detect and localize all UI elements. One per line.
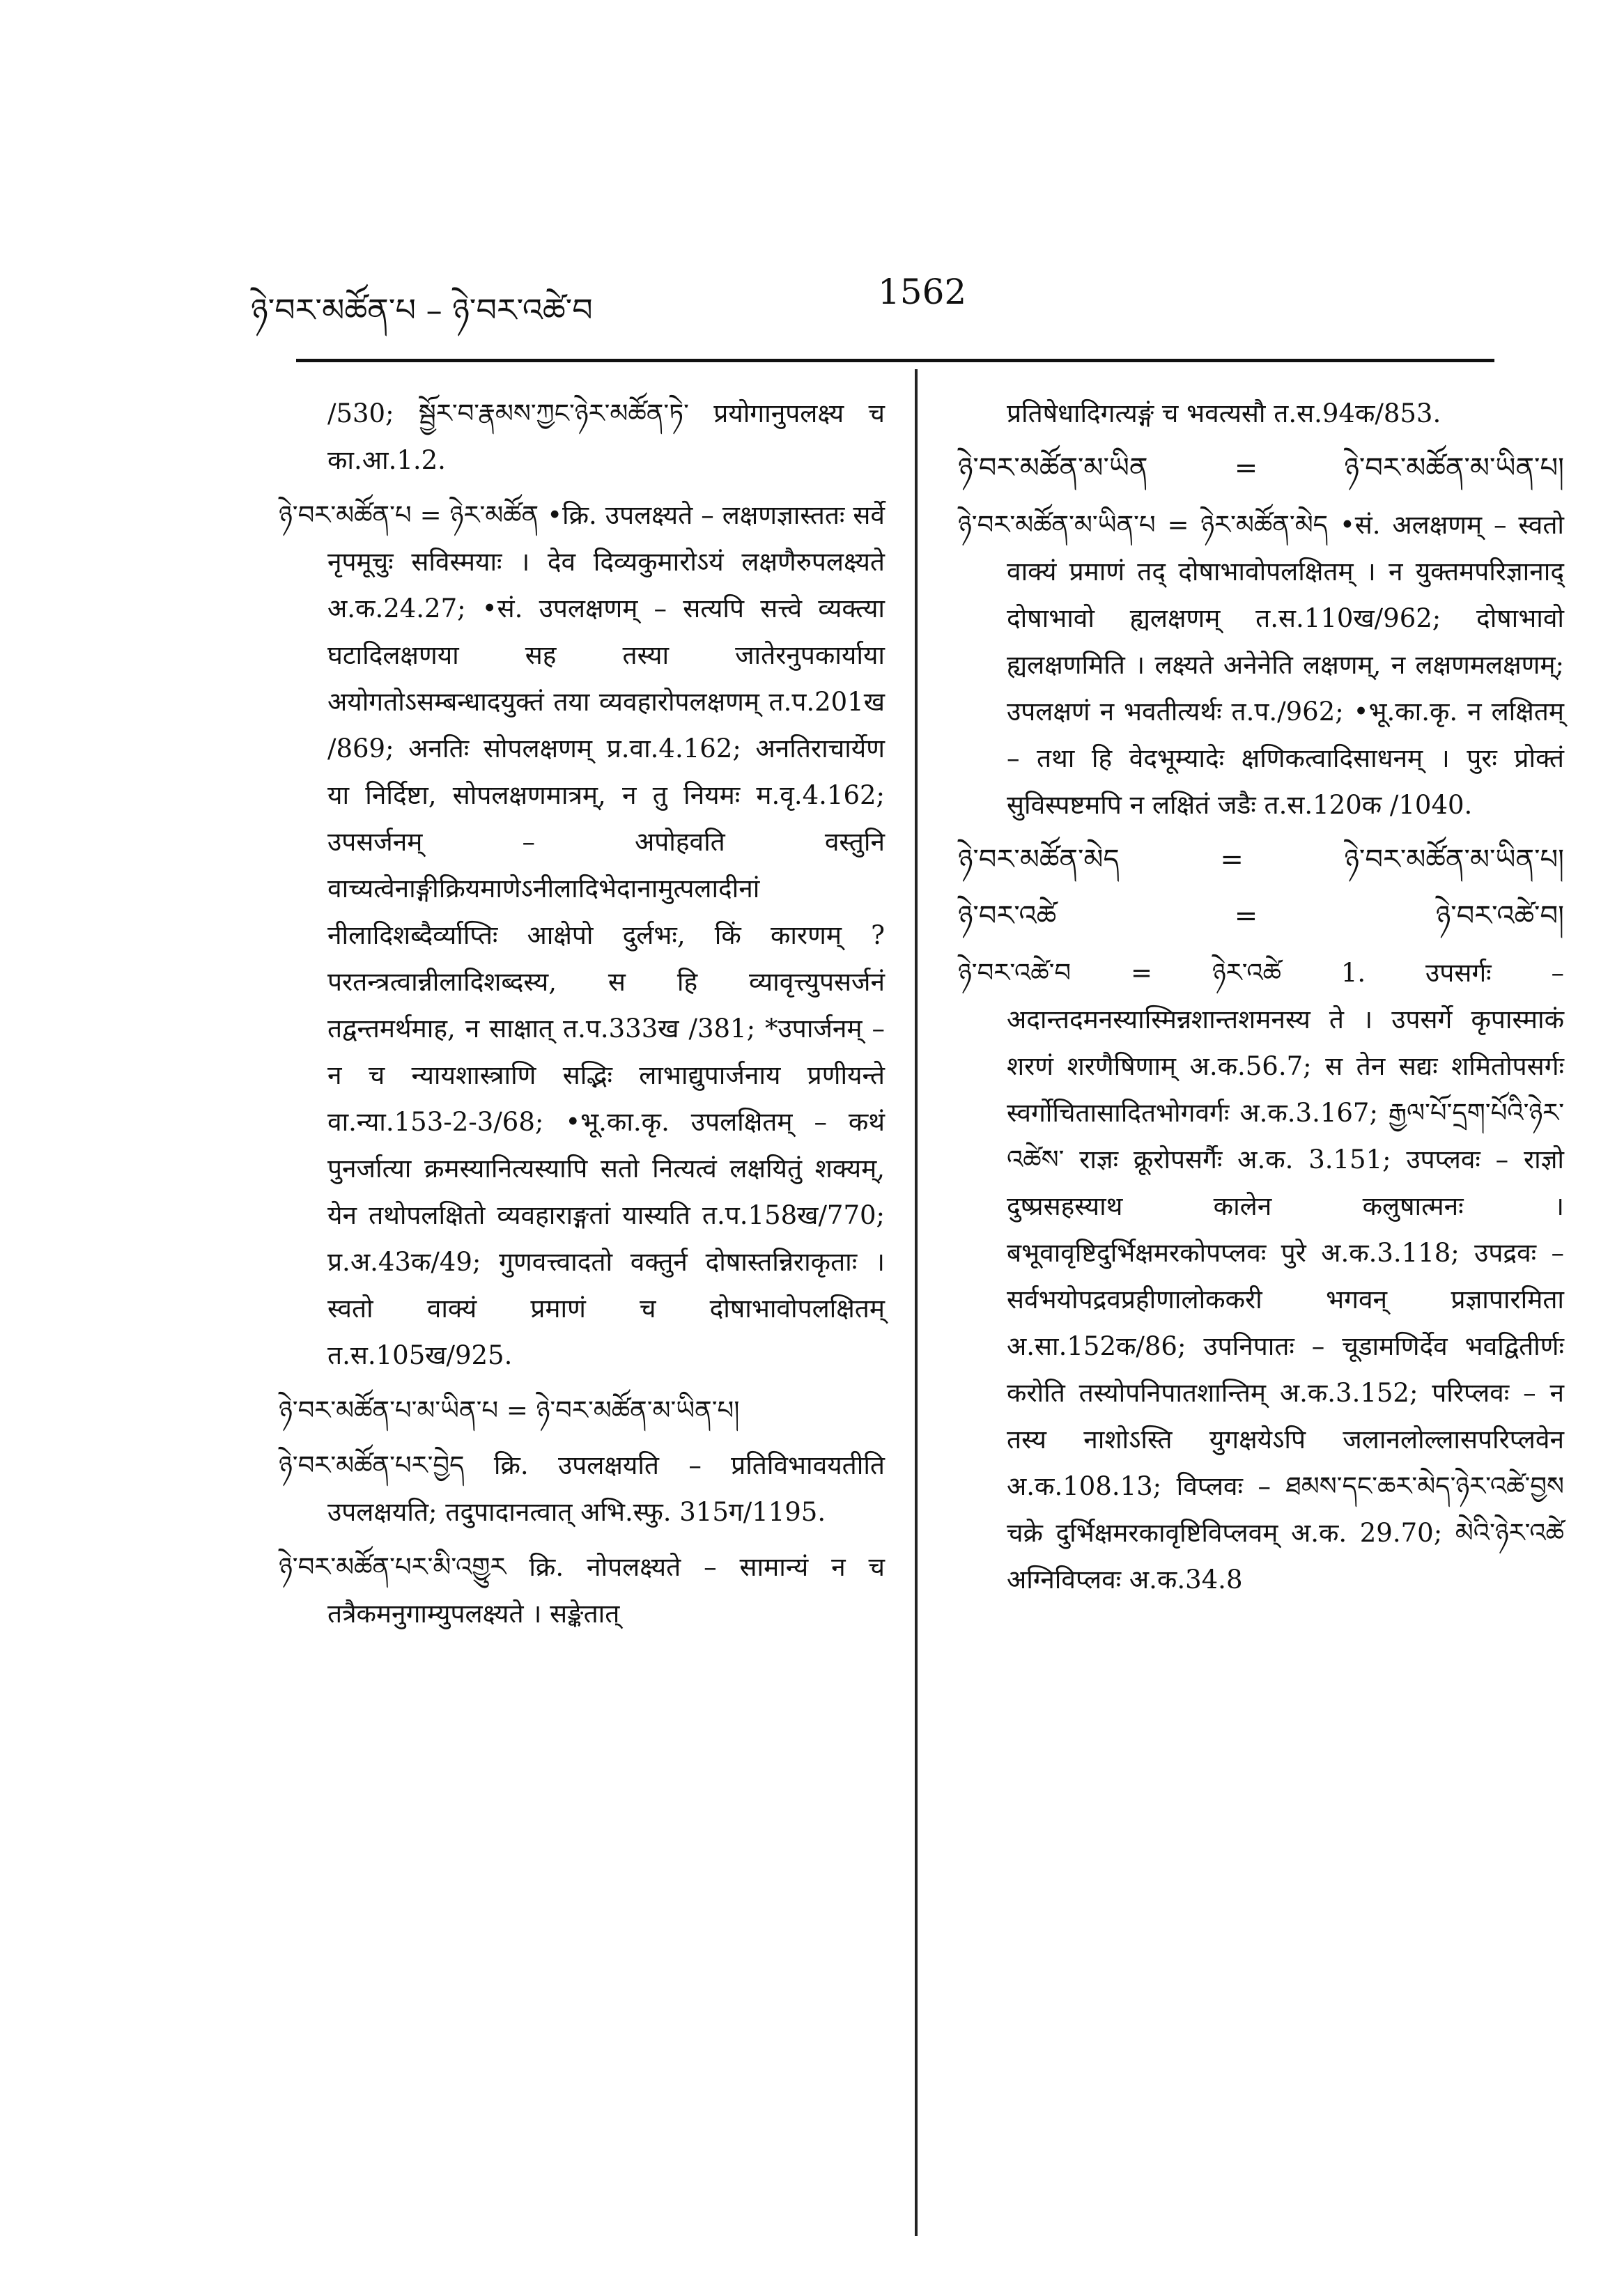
cross-ref-term: ཉེ་བར་མཚོན་མེད — [958, 844, 1120, 876]
dictionary-entry: ཉེ་བར་འཚེ་བ = ཉེར་འཚེ 1. उपसर्गः – अदान्तदमनस्यास्मिन्नशान्तशमनस्य ते । उपसर्गे कृपास्माकं शरणं शरणैषिणाम् अ.क.56.7; स तेन सद्यः शमितोपसर्गः स्वर्गोचितासादितभोगवर्गः अ.क.3.167; རྒྱལ་པོ་དྲག་པོའི་ཉེར་འཚེས་ राज्ञः क्रूरोपसर्गैः अ.क. 3.151; उपप्लवः – राज्ञो दुष्प्रसहस्याथ कालेन कलुषात्मनः । बभूवावृष्टिदुर्भिक्षमरकोपप्लवः पुरे अ.क.3.118; उपद्रवः – सर्वभयोपद्रवप्रहीणालोककरी भगवन् प्रज्ञापारमिता अ.सा.152क/86; उपनिपातः – चूडामणिर्देव भवद्वितीर्णः करोति तस्योपनिपातशान्तिम् अ.क.3.152; परिप्लवः – न तस्य नाशोऽस्ति युगक्षयेऽपि जलानलोल्लासपरिप्लवेन अ.क.108.13; विप्लवः – ཐམས་དང་ཆར་མེད་ཉེར་འཚེ་བྱས चक्रे दुर्भिक्षमरकावृष्टिविप्लवम् अ.क. 29.70; མེའི་ཉེར་འཚེ अग्निविप्लवः अ.क.34.8 — [958, 958, 1564, 1595]
dictionary-entry: ཉེ་བར་མཚོན་པ = ཉེར་མཚོན •क्रि. उपलक्ष्यते – लक्षणज्ञास्ततः सर्वे नृपमूचुः सविस्मयाः । देव दिव्यकुमारोऽयं लक्षणैरुपलक्ष्यते अ.क.24.27; •सं. उपलक्षणम् – सत्यपि सत्त्वे व्यक्त्या घटादिलक्षणया सह तस्या जातेरनुपकार्याया अयोगतोऽसम्बन्धादयुक्तं तया व्यवहारोपलक्षणम् त.प.201ख /869; अनतिः सोपलक्षणम् प्र.वा.4.162; अनतिराचार्येण या निर्दिष्टा, सोपलक्षणमात्रम्, न तु नियमः म.वृ.4.162; उपसर्जनम् – अपोहवति वस्तुनि वाच्यत्वेनाङ्गीक्रियमाणेऽनीलादिभेदानामुत्पलादीनां नीलादिशब्दैर्व्याप्तिः आक्षेपो दुर्लभः, किं कारणम् ? परतन्त्रत्वान्नीलादिशब्दस्य, स हि व्यावृत्त्युपसर्जनं तद्वन्तमर्थमाह, न साक्षात् त.प.333ख /381; *उपार्जनम् – न च न्यायशास्त्राणि सद्भिः लाभाद्युपार्जनाय प्रणीयन्ते वा.न्या.153-2-3/68; •भू.का.कृ. उपलक्षितम् – कथं पुनर्जात्या क्रमस्यानित्यस्यापि सतो नित्यत्वं लक्षयितुं शक्यम्, येन तथोपलक्षितो व्यवहाराङ्गतां यास्यति त.प.158ख/770; प्र.अ.43क/49; गुणवत्त्वादतो वक्तुर्न दोषास्तन्निराकृताः । स्वतो वाक्यं प्रमाणं च दोषाभावोपलक्षितम् त.स.105ख/925. — [279, 500, 885, 1370]
right-column — [958, 390, 1564, 1611]
left-column — [279, 390, 885, 1645]
dictionary-entry: ཉེ་བར་མཚོན་པར་བྱེད क्रि. उपलक्षयति – प्रतिविभावयतीति उपलक्षयति; तदुपादानत्वात् अभि.स्फु. 315ग/1195. — [279, 1450, 885, 1527]
cross-ref-target: ཉེ་བར་མཚོན་མ་ཡིན་པ། — [1344, 452, 1564, 484]
cross-ref-term: ཉེ་བར་མཚོན་མ་ཡིན — [958, 452, 1148, 484]
cross-ref-target: ཉེ་བར་མཚོན་མ་ཡིན་པ། — [1344, 844, 1564, 876]
entry-continuation: /530; སྦྱོར་བ་རྣམས་ཀྱང་ཉེར་མཚོན་ཏེ་ प्रयोगानुपलक्ष्य च का.आ.1.2. — [327, 398, 885, 475]
dictionary-entry: ཉེ་བར་མཚོན་པར་མི་འགྱུར क्रि. नोपलक्ष्यते – सामान्यं न च तत्रैकमनुगाम्युपलक्ष्यते । सङ्केतात् — [279, 1552, 885, 1629]
dictionary-entry: ཉེ་བར་མཚོན་པ་མ་ཡིན་པ = ཉེ་བར་མཚོན་མ་ཡིན་པ། — [279, 1395, 740, 1425]
entry-continuation: प्रतिषेधादिगत्यङ्गं च भवत्यसौ त.स.94क/853. — [1007, 398, 1441, 428]
equals-sign: = — [1234, 452, 1258, 484]
dictionary-entry: ཉེ་བར་མཚོན་མ་ཡིན་པ = ཉེར་མཚོན་མེད •सं. अलक्षणम् – स्वतो वाक्यं प्रमाणं तद् दोषाभावोपलक्षितम् । न युक्तमपरिज्ञानाद् दोषाभावो ह्यलक्षणम् त.स.110ख/962; दोषाभावो ह्यलक्षणमिति । लक्ष्यते अनेनेति लक्षणम्, न लक्षणमलक्षणम्; उपलक्षणं न भवतीत्यर्थः त.प./962; •भू.का.कृ. न लक्षितम् – तथा हि वेदभूम्यादेः क्षणिकत्वादिसाधनम् । पुरः प्रोक्तं सुविस्पष्टमपि न लक्षितं जडैः त.स.120क /1040. — [958, 510, 1564, 820]
column-divider — [915, 369, 918, 2236]
running-head: ཉེ་བར་མཚོན་པ – ཉེ་བར་འཚེ་བ — [251, 291, 593, 329]
cross-ref-term: ཉེ་བར་འཚེ — [958, 900, 1057, 932]
equals-sign: = — [1234, 900, 1258, 932]
cross-reference — [958, 445, 1564, 492]
page-number: 1562 — [878, 272, 967, 312]
cross-ref-target: ཉེ་བར་འཚེ་བ། — [1435, 900, 1564, 932]
equals-sign: = — [1220, 844, 1244, 876]
cross-reference — [958, 837, 1564, 883]
header-rule — [296, 359, 1494, 362]
cross-reference — [958, 893, 1564, 940]
